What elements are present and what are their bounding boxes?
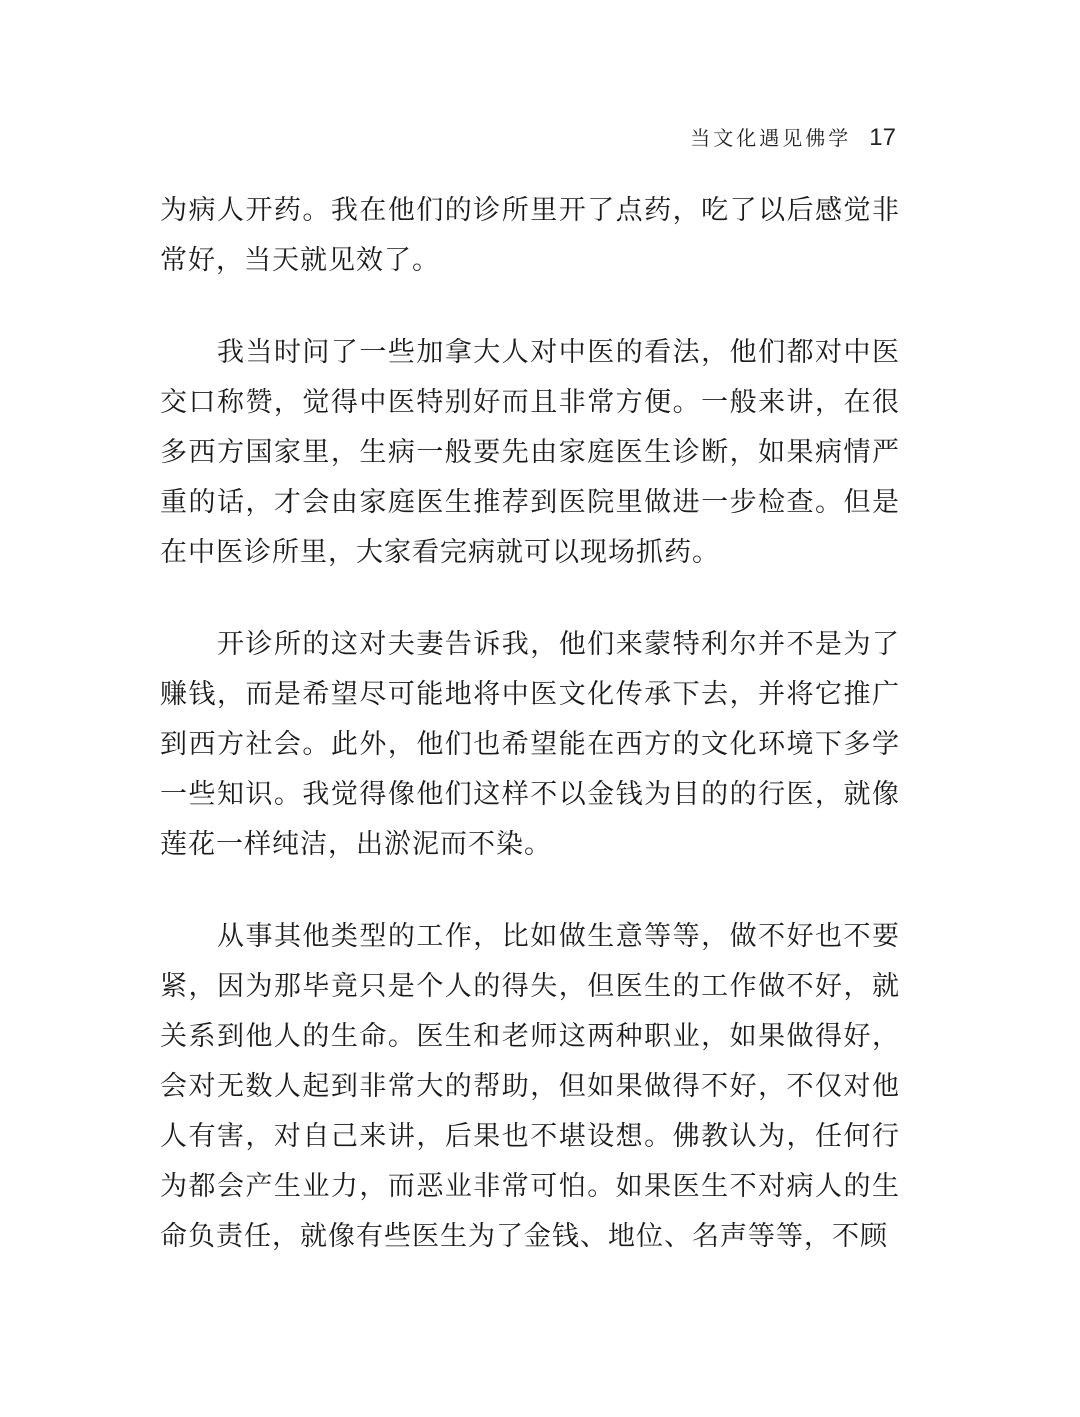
running-header (690, 122, 896, 158)
paragraph-1: 为病人开药。我在他们的诊所里开了点药，吃了以后感觉非常好，当天就见效了。 (160, 195, 900, 276)
body-text (160, 186, 900, 1304)
paragraph-4: 从事其他类型的工作，比如做生意等等，做不好也不要紧，因为那毕竟只是个人的得失，但医生的工作做不好，就关系到他人的生命。医生和老师这两种职业，如果做得好，会对无数人起到非常大的帮助，但如果做得不好，不仅对他人有害，对自己来讲，后果也不堪设想。佛教认为，任何行为都会产生业力，而恶业非常可怕。如果医生不对病人的生命负责任，就像有些医生为了金钱、地位、名声等等，不顾 (160, 921, 900, 1252)
page-number: 17 (869, 124, 896, 151)
paragraph-3: 开诊所的这对夫妻告诉我，他们来蒙特利尔并不是为了赚钱，而是希望尽可能地将中医文化传承下去，并将它推广到西方社会。此外，他们也希望能在西方的文化环境下多学一些知识。我觉得像他们这样不以金钱为目的的行医，就像莲花一样纯洁，出淤泥而不染。 (160, 629, 900, 860)
paragraph-2: 我当时问了一些加拿大人对中医的看法，他们都对中医交口称赞，觉得中医特别好而且非常方便。一般来讲，在很多西方国家里，生病一般要先由家庭医生诊断，如果病情严重的话，才会由家庭医生推荐到医院里做进一步检查。但是在中医诊所里，大家看完病就可以现场抓药。 (160, 337, 900, 568)
running-title: 当文化遇见佛学 (690, 126, 852, 150)
